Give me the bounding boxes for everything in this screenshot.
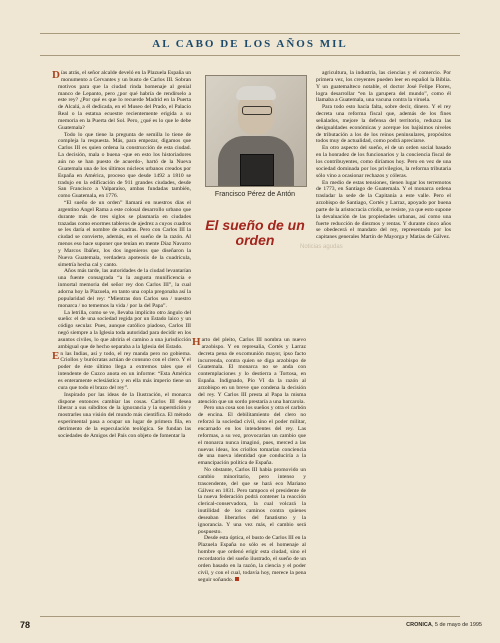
- magazine-name: CRONICA: [406, 622, 432, 628]
- footer-rule: [40, 616, 460, 617]
- drop-cap: H: [192, 336, 201, 348]
- author-photo: [205, 75, 307, 187]
- article-paragraph: [198, 405, 306, 467]
- article-paragraph: [198, 535, 306, 583]
- paragraph-text: En otro aspecto del sueño, el de un orden social basado en la honradez de los funcionarios y la conciencia fiscal de los contribuyentes, como diríamos hoy. Pero en vez de una sociedad dominada por los privilegios, la reforma tributaria sólo vino a ocasionar rechazos y cóleras.: [316, 145, 451, 179]
- paragraph-text: En medio de estas tensiones, tienen lugar los terremotos de 1773, en Santiago de Guatemala. Y el monarca ordena trasladar la sede de la Capitanía a este valle. Pero el arzobispo de Santiago, Cortés y Larraz, apoyado por buena parte de la aristocracia criolla, se resiste, ya que esto supone la devaluación de las propiedades urbanas, así como una fuerte reducción de diezmos y rentas. Y durante cinco años se obedecerá el mandato del rey, representado por los capitanes generales Martín de Mayorga y Matías de Gálvez.: [316, 179, 451, 241]
- page-number: 78: [20, 620, 31, 630]
- article-paragraph: [58, 200, 191, 268]
- header-rule-top: [40, 33, 460, 34]
- paragraph-text: La letrilla, como se ve, llevaba implícito otro ángulo del sueño: el de una sociedad regida por un Estado laico y un código secular. Pues, aunque católico piadoso, Carlos III negó siempre a la Iglesia toda autoridad para decidir en los asuntos civiles, lo que abriría el camino a una jurisdicción ambigual que de hecho separaba a la Iglesia del Estado.: [58, 309, 191, 350]
- end-mark-icon: [235, 577, 239, 581]
- article-paragraph: [316, 70, 451, 104]
- paragraph-text: No obstante, Carlos III había promovido un cambio minoritario, pero intenso y trascendente, del que se hará eco Mariano Gálvez en 1831. Pero tampoco el presidente de la nueva federación podrá contener la reacción clerical-conservadora, la cual volcará la inutilidad de los caminos contra quienes deseaban liberarlos del fanatismo y la ignorancia. Y una vez más, el cambio será pospuesto.: [198, 467, 306, 535]
- section-header: AL CABO DE LOS AÑOS MIL: [152, 38, 348, 50]
- article-paragraph: [316, 180, 451, 242]
- paragraph-text: Desde esta óptica, el busto de Carlos III en la Plazuela España no sólo es el homenaje al hombre que ordenó erigir esta ciudad, sino el recordatorio del sueño ilustrado, el sueño de un orden basado en la razón, la ciencia y el poder civil, y con el cual, todavía hoy, merece la pena seguir soñando.: [198, 535, 306, 583]
- article-paragraph: [198, 467, 306, 535]
- faded-background-text: Noticias agudas: [300, 244, 343, 250]
- paragraph-text: “El sueño de un orden” llamará en nuestros días el argentino Angel Rama a este colosal desarrollo urbano que durante más de tres siglos se plasmaría en ciudades trazadas como enormes tableros de ajedrez a cuyos cuadros se les daría el nombre de cuadras. Pero con Carlos III la ciudad se convierte, además, en el sueño de la razón. Al menos eso hace suponer que tenían en mente Díaz Navarro y Marcos Ibáñez, los dos ingenieros que diseñaron la Nueva Guatemala, verdadera apoteosis de la cuadrícula, simetría hecha cal y canto.: [58, 200, 191, 268]
- article-headline: El sueño de un orden: [205, 217, 305, 248]
- drop-cap: E: [52, 349, 60, 362]
- article-column-1: [52, 69, 191, 440]
- paragraph-text: Años más tarde, las autoridades de la ciudad levantarían una fuente consagrada “a la augusta munificencia e inmortal memoria del señor rey don Carlos III”, la cual adorna hoy la Plazuela, en tanto una copla pregonaba así la popularidad del rey: “Mientras don Carlos sea / nuestro monarca / no tememos la vida / por la del Papa”.: [58, 268, 191, 309]
- photo-caption: Francisco Pérez de Antón: [214, 191, 296, 198]
- issue-date: , 5 de mayo de 1995: [431, 622, 482, 628]
- paragraph-text: Inspirado por las ideas de la Ilustración, el monarca dispone entonces cambiar las cosas. Carlos III desea liberar a sus súbditos de la ignorancia y la superstición y mostrarles una visión del mundo más científica. El método experimental pasa a ocupar un lugar de primera fila, en detrimento de la especulación teológica. Se fundan las sociedades de Amigos del País con objeto de fomentar la: [58, 391, 191, 439]
- article-paragraph: [52, 69, 191, 132]
- article-paragraph: [316, 145, 451, 179]
- footer-credit: [406, 622, 482, 628]
- paragraph-text: ías atrás, el señor alcalde develó en la Plazuela España un monumento a Cervantes y un busto de Carlos III. Sobran motivos para que la ciudad rinda homenaje al genial manco de Lepanto, pero ¿por qué habría de rendírselo a este rey? ¿Por qué es que lo recuerde Madrid en la Puerta de Alcalá, a él dedicada, en el Museo del Prado, el Palacio Real o la estatua ecuestre recientemente erigida a su memoria en la Puerta del Sol. Pero, ¿qué es lo que le debe Guatemala?: [58, 70, 191, 131]
- article-paragraph: [316, 104, 451, 145]
- article-paragraph: [58, 310, 191, 351]
- paragraph-text: Pero una cosa son los sueños y otra el carbón de encina. El debilitamiento del clero no reforzó la sociedad civil, sino el poder militar, encarnado en los intendentes del rey. Las reformas, a su vez, provocarían un cambio que el monarca nunca imaginó, pues, merced a las nuevas ideas, los criollos tomarían conciencia de una nueva identidad que conduciría a la emancipación política de España.: [198, 405, 306, 467]
- article-column-2: [192, 336, 306, 583]
- paragraph-text: Para todo esto hacía falta, sobre decir, dinero. Y el rey decreta una reforma fiscal que, además de los fines señalados, mejore la defensa del territorio, reduzca las desigualdades económicas y acerque los bajísimos niveles de tributación a los de los reinos peninsulares, propósitos todos muy de actualidad, como podrá apreciarse.: [316, 104, 451, 145]
- article-paragraph: [58, 132, 191, 200]
- article-paragraph: [52, 349, 191, 392]
- drop-cap: D: [52, 69, 60, 81]
- paragraph-text: agricultura, la industria, las ciencias y el comercio. Por primera vez, los creyentes pueden leer en español la Biblia. Y un guatemalteco notable, el doctor José Felipe Flores, logra desarrollar “en la garupera del mundo”, como él llamaba a Guatemala, una vacuna contra la viruela.: [316, 70, 451, 104]
- article-paragraph: [192, 336, 306, 405]
- paragraph-text: Todo lo que tiene la pregunta de semilla lo tiene de compleja la respuesta. Más, para empezar, digamos que Carlos III es quien ordena la construcción de esta ciudad. La decisión, mala o buena -que en esto los historiadores aún no se han puesto de acuerdo-, hartó de la Nueva Guatemala una de los últimos núcleos urbanos creados por España en América, proceso que desde 1492 a 1810 se tradujo en la edificación de 911 grandes ciudades, desde San Francisco a Valparaíso, ambas fundadas también, como Guatemala, en 1776.: [58, 131, 191, 200]
- article-paragraph: [58, 268, 191, 309]
- article-paragraph: [58, 392, 191, 440]
- paragraph-text: n las Indias, así y todo, el rey manda pero no gobierna. Criollos y burócratas actúan de consuno con el clero. Y el poder de éste último llega a extremos tales que el intendente de Cuzco anota en un informe: “Esta América es enteramente eclesiástica y en ella más imperio tiene un cura que todo el brazo del rey”.: [58, 350, 191, 391]
- paragraph-text: arto del pleito, Carlos III nombra un nuevo arzobispo. Y en represalia, Cortés y Larraz decreta pena de excomunión mayor, ipso facto incurrenda, contra quien se diga arzobispo de Guatemala. El monarca no se anda con contemplaciones y lo destierra a Tortosa, en España. Indignado, Pío VI da la razón al arzobispo en un breve que condena la decisión del rey. Y Carlos III presta al Papa la misma atención que un sordo prestaría a una barcarola.: [198, 337, 306, 405]
- article-column-3: [316, 70, 451, 241]
- header-rule-bottom: [40, 55, 460, 56]
